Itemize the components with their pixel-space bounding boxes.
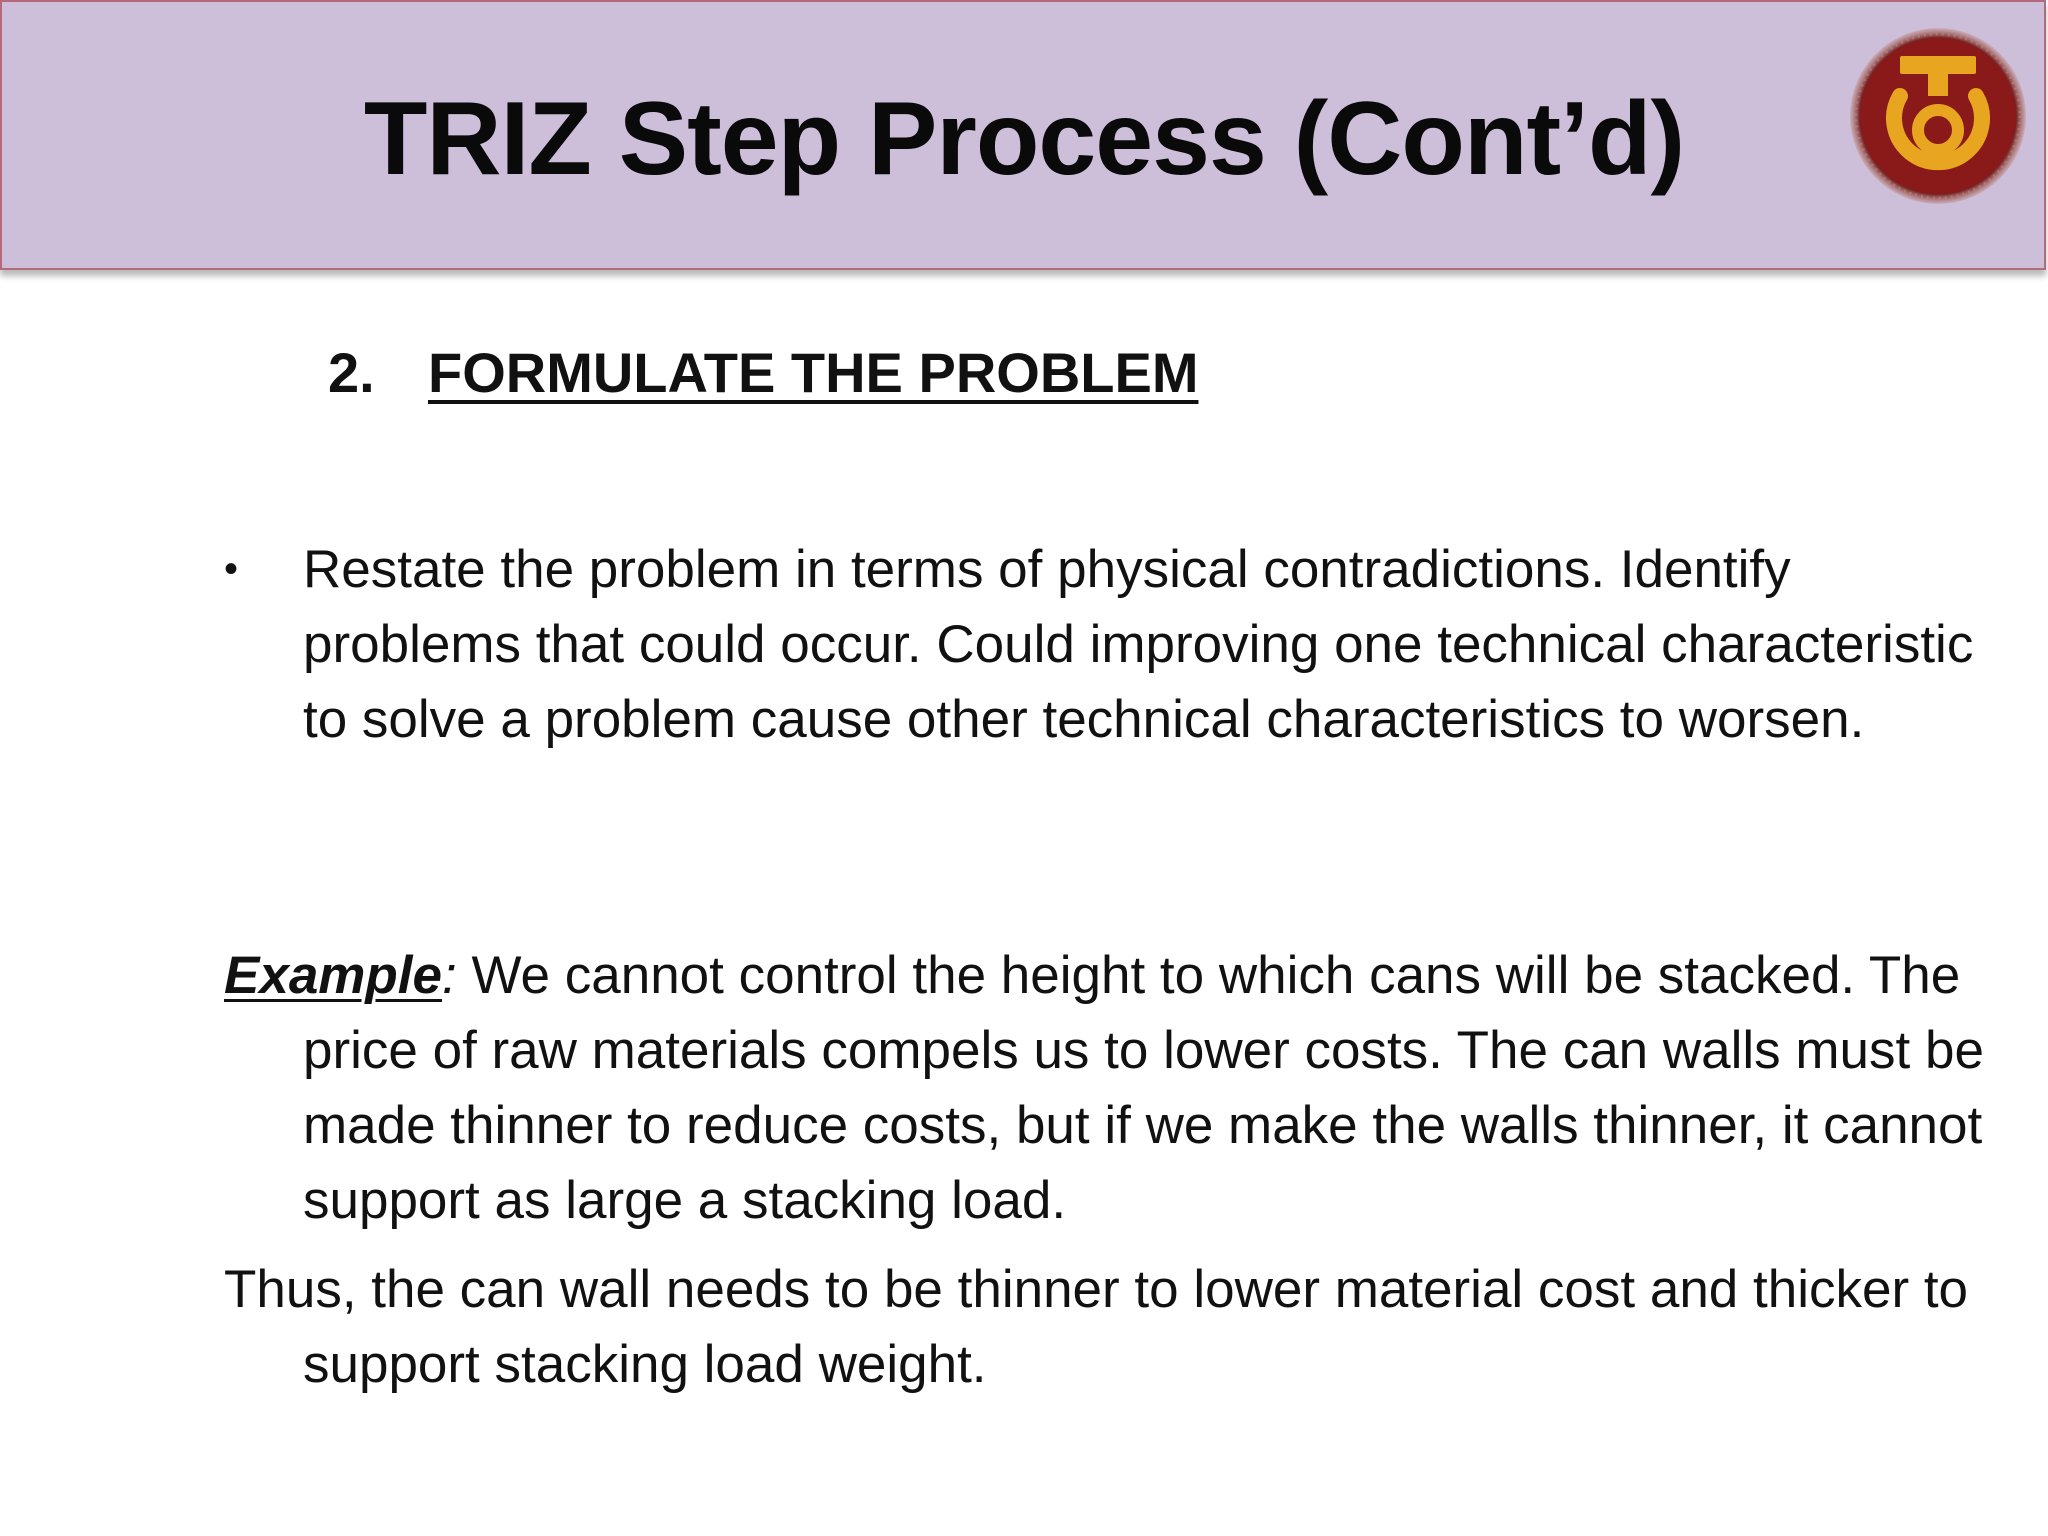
slide-title: TRIZ Step Process (Cont’d) <box>363 81 1685 197</box>
bullet-text: Restate the problem in terms of physical contradictions. Identify problems that could occur. Could improving one technical characteristic to solve a problem cause other technical characteristics to worsen. <box>303 540 1974 749</box>
section-heading <box>328 340 1198 405</box>
emblem-graphic <box>1848 26 2028 206</box>
conclusion-paragraph: Thus, the can wall needs to be thinner to lower material cost and thicker to support stacking load weight. <box>224 1260 1969 1394</box>
example-label: Example <box>224 946 443 1005</box>
bullet-item <box>224 532 1984 757</box>
example-text: We cannot control the height to which cans will be stacked. The price of raw materials compels us to lower costs. The can walls must be made thinner to reduce costs, but if we make the walls thinner, it cannot support as large a stacking load. <box>303 946 1984 1230</box>
example-colon: : <box>442 946 457 1005</box>
bullet-marker: • <box>224 547 239 591</box>
section-heading-text: FORMULATE THE PROBLEM <box>428 341 1199 404</box>
institution-emblem-icon <box>1848 26 2028 206</box>
section-number: 2. <box>328 341 375 404</box>
example-paragraph <box>224 938 2048 1238</box>
